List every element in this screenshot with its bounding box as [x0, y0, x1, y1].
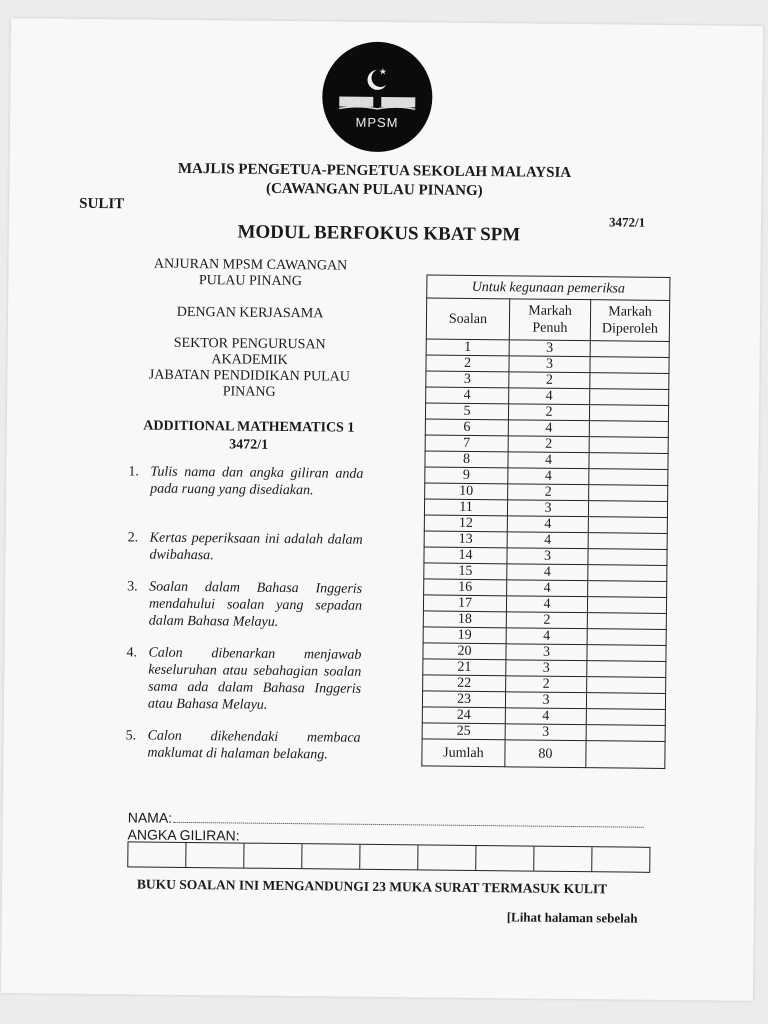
full-mark-cell: 2 [509, 372, 590, 389]
table-row [423, 675, 666, 694]
table-row [424, 531, 667, 550]
full-mark-cell: 4 [507, 580, 588, 597]
question-number-cell: 6 [425, 419, 508, 436]
table-row [422, 691, 665, 710]
question-number-cell: 3 [426, 371, 509, 388]
instruction-number: 4. [126, 645, 138, 661]
full-mark-cell: 2 [506, 612, 587, 629]
full-mark-cell: 3 [506, 644, 587, 661]
obtained-mark-cell[interactable] [587, 629, 666, 646]
index-box[interactable] [128, 842, 186, 867]
obtained-mark-cell[interactable] [590, 373, 669, 390]
index-box[interactable] [186, 843, 244, 868]
full-mark-cell: 4 [508, 420, 589, 437]
full-mark-cell: 4 [505, 708, 586, 725]
obtained-mark-cell[interactable] [587, 597, 666, 614]
instruction-number: 1. [128, 464, 139, 480]
obtained-mark-cell[interactable] [589, 469, 668, 486]
obtained-mark-cell[interactable] [587, 677, 666, 694]
name-label: NAMA: [127, 809, 173, 826]
full-mark-cell: 4 [507, 564, 588, 581]
index-box[interactable] [592, 847, 649, 872]
question-number-cell: 1 [426, 339, 509, 356]
sector-block [139, 335, 360, 401]
module-title: MODUL BERFOKUS KBAT SPM [237, 221, 521, 246]
name-dotted-line[interactable] [174, 812, 644, 828]
obtained-mark-cell[interactable] [589, 405, 668, 422]
turn-page-note: [Lihat halaman sebelah [506, 909, 638, 926]
table-row [422, 707, 665, 726]
question-number-cell: 20 [423, 643, 506, 660]
mpsm-logo [322, 41, 433, 152]
table-row [424, 579, 667, 598]
question-number-cell: 7 [425, 435, 508, 452]
question-number-cell: 21 [423, 659, 506, 676]
organizer-line-2: PULAU PINANG [198, 273, 302, 290]
full-mark-cell: 4 [509, 388, 590, 405]
index-box[interactable] [360, 845, 418, 870]
full-mark-cell: 4 [507, 516, 588, 533]
table-row [424, 547, 667, 566]
subject-code: 3472/1 [229, 437, 269, 453]
obtained-mark-cell[interactable] [589, 421, 668, 438]
full-mark-cell: 3 [509, 356, 590, 373]
question-number-cell: 2 [426, 355, 509, 372]
index-box[interactable] [534, 847, 592, 872]
question-number-cell: 16 [424, 579, 507, 596]
full-mark-cell: 3 [507, 548, 588, 565]
obtained-mark-cell[interactable] [587, 645, 666, 662]
obtained-mark-cell[interactable] [586, 693, 665, 710]
question-number-cell: 23 [422, 691, 505, 708]
instruction-text: Soalan dalam Bahasa Inggeris mendahului soalan yang sepadan dalam Bahasa Melayu. [148, 579, 363, 630]
exam-cover-page [1, 18, 763, 1001]
subject-title: ADDITIONAL MATHEMATICS 1 [143, 418, 355, 436]
total-row [422, 739, 665, 769]
table-caption: Untuk kegunaan pemeriksa [427, 275, 670, 301]
instruction-text: Calon dibenarkan menjawab keseluruhan atau sebahagian soalan sama ada dalam Bahasa Inggeris atau Bahasa Melayu. [147, 645, 362, 713]
index-number-boxes[interactable] [127, 841, 650, 872]
full-mark-cell: 2 [506, 676, 587, 693]
obtained-mark-cell[interactable] [589, 437, 668, 454]
examiner-marks-table [421, 274, 670, 769]
table-row [423, 611, 666, 630]
organization-line-2: (CAWANGAN PULAU PINANG) [265, 180, 483, 200]
full-mark-cell: 4 [508, 452, 589, 469]
index-box[interactable] [418, 845, 476, 870]
full-mark-cell: 3 [505, 692, 586, 709]
obtained-mark-cell[interactable] [590, 357, 669, 374]
table-row [425, 483, 668, 502]
obtained-mark-cell[interactable] [588, 501, 667, 518]
logo-label: MPSM [355, 114, 399, 130]
full-mark-cell: 4 [507, 532, 588, 549]
obtained-mark-cell[interactable] [588, 517, 667, 534]
table-row [422, 723, 665, 742]
question-number-cell: 24 [422, 707, 505, 724]
full-mark-cell: 3 [509, 340, 590, 357]
obtained-mark-cell[interactable] [589, 485, 668, 502]
header-soalan: Soalan [426, 298, 509, 340]
question-number-cell: 9 [425, 467, 508, 484]
obtained-mark-cell[interactable] [589, 453, 668, 470]
total-obtained-cell[interactable] [586, 741, 665, 769]
question-number-cell: 17 [423, 595, 506, 612]
table-row [423, 643, 666, 662]
obtained-mark-cell[interactable] [587, 661, 666, 678]
instruction-text: Kertas peperiksaan ini adalah dalam dwibahasa. [149, 530, 363, 564]
obtained-mark-cell[interactable] [588, 549, 667, 566]
table-row [423, 659, 666, 678]
question-number-cell: 12 [424, 515, 507, 532]
organizer-block [140, 256, 360, 290]
question-number-cell: 22 [423, 675, 506, 692]
question-number-cell: 4 [426, 387, 509, 404]
subject-block [129, 417, 369, 456]
crescent-star-icon [362, 64, 392, 94]
instruction-item [127, 578, 363, 631]
total-label: Jumlah [422, 739, 505, 767]
full-mark-cell: 3 [505, 724, 586, 741]
header-markah-penuh: Markah Penuh [509, 299, 590, 341]
full-mark-cell: 2 [508, 484, 589, 501]
index-box[interactable] [476, 846, 534, 871]
organizer-line-1: ANJURAN MPSM CAWANGAN [153, 256, 348, 274]
instruction-number: 5. [125, 728, 137, 744]
index-number-label: ANGKA GILIRAN: [127, 826, 240, 844]
table-row [424, 515, 667, 534]
instruction-item [128, 463, 363, 499]
obtained-mark-cell[interactable] [590, 389, 669, 406]
paper-code: 3472/1 [608, 214, 646, 230]
instruction-text: Tulis nama dan angka giliran anda pada ruang yang disediakan. [150, 464, 364, 499]
table-row [423, 627, 666, 646]
full-mark-cell: 2 [508, 436, 589, 453]
table-row [423, 595, 666, 614]
question-number-cell: 19 [423, 627, 506, 644]
sector-line-2: JABATAN PENDIDIKAN PULAU [148, 367, 351, 385]
full-mark-cell: 4 [508, 468, 589, 485]
classification-label: SULIT [79, 195, 125, 213]
page-count-note: BUKU SOALAN INI MENGANDUNGI 23 MUKA SURAT TERMASUK KULIT [136, 876, 608, 897]
obtained-mark-cell[interactable] [588, 565, 667, 582]
obtained-mark-cell[interactable] [586, 709, 665, 726]
question-number-cell: 5 [425, 403, 508, 420]
instruction-text: Calon dikehendaki membaca maklumat di halaman belakang. [147, 728, 361, 763]
obtained-mark-cell[interactable] [586, 725, 665, 742]
obtained-mark-cell[interactable] [588, 581, 667, 598]
sector-line-3: PINANG [222, 384, 276, 400]
instruction-item [126, 644, 362, 714]
question-number-cell: 10 [425, 483, 508, 500]
full-mark-cell: 4 [506, 628, 587, 645]
instruction-item [125, 727, 360, 763]
question-number-cell: 25 [422, 723, 505, 740]
obtained-mark-cell[interactable] [590, 341, 669, 358]
instruction-number: 3. [127, 579, 138, 595]
question-number-cell: 13 [424, 531, 507, 548]
full-mark-cell: 2 [508, 404, 589, 421]
full-mark-cell: 3 [507, 500, 588, 517]
sector-line-1: SEKTOR PENGURUSAN AKADEMIK [173, 335, 326, 369]
index-box[interactable] [244, 844, 302, 869]
obtained-mark-cell[interactable] [587, 613, 666, 630]
full-mark-cell: 3 [506, 660, 587, 677]
question-number-cell: 11 [424, 499, 507, 516]
index-box[interactable] [302, 844, 360, 869]
collaboration-label: DENGAN KERJASAMA [176, 304, 324, 322]
obtained-mark-cell[interactable] [588, 533, 667, 550]
table-row [424, 563, 667, 582]
organization-line-1: MAJLIS PENGETUA-PENGETUA SEKOLAH MALAYSIA [177, 160, 572, 181]
question-number-cell: 14 [424, 547, 507, 564]
open-book-icon [337, 94, 417, 113]
table-row [424, 499, 667, 518]
total-value: 80 [505, 740, 586, 768]
full-mark-cell: 4 [506, 596, 587, 613]
question-number-cell: 15 [424, 563, 507, 580]
instruction-item [127, 529, 362, 565]
question-number-cell: 18 [423, 611, 506, 628]
instruction-number: 2. [127, 530, 139, 546]
header-markah-diperoleh: Markah Diperoleh [590, 300, 669, 342]
question-number-cell: 8 [425, 451, 508, 468]
